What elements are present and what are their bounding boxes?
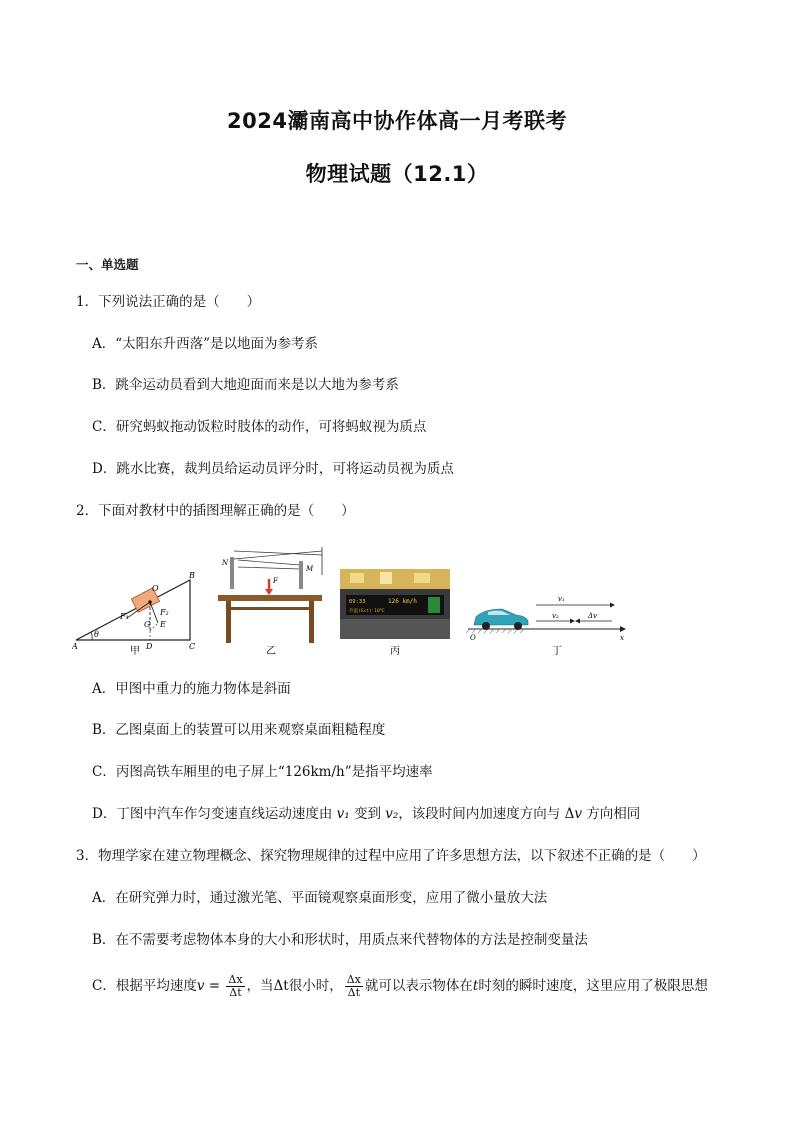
fraction-numerator: Δx [346, 973, 361, 986]
q2-d-text-3: ，该段时间内加速度方向与 Δ [398, 806, 575, 822]
label-x: x [620, 634, 624, 642]
figure-jia-incline [72, 545, 202, 657]
exam-subtitle: 物理试题（12.1） [305, 162, 489, 186]
q2-d-v2: v₂ [385, 806, 399, 822]
q3-c-text-1: C．根据平均速度 [92, 978, 197, 994]
q3-c-text-2: ，当Δt很小时， [246, 978, 343, 994]
q2-d-v1: v₁ [336, 806, 350, 822]
label-v1: v₁ [558, 595, 565, 603]
q2-option-b: B．乙图桌面上的装置可以用来观察桌面粗糙程度 [92, 722, 386, 738]
label-v2: v₂ [552, 612, 559, 620]
label-G: G [144, 620, 151, 629]
q2-stem: 2．下面对教材中的插图理解正确的是（ ） [76, 503, 355, 519]
caption-jia: 甲 [130, 646, 140, 657]
q2-option-d [92, 804, 640, 824]
q2-d-text-4: 方向相同 [582, 806, 641, 822]
label-A: A [72, 642, 78, 651]
label-D: D [146, 642, 153, 651]
q1-stem: 1．下列说法正确的是（ ） [76, 294, 261, 310]
q3-c-fraction-1 [226, 974, 244, 999]
label-E: E [160, 620, 166, 629]
q3-c-fraction-2 [345, 974, 363, 999]
q1-option-a: A．“太阳东升西落”是以地面为参考系 [92, 336, 319, 352]
q1-option-b: B．跳伞运动员看到大地迎面而来是以大地为参考系 [92, 377, 399, 393]
label-F1: F₁ [120, 612, 129, 621]
q1-option-d: D．跳水比赛，裁判员给运动员评分时，可将运动员视为质点 [92, 461, 454, 477]
q2-d-v: v [574, 806, 582, 822]
q3-stem: 3．物理学家在建立物理概念、探究物理规律的过程中应用了许多思想方法，以下叙述不正确的是（ ） [76, 848, 706, 864]
q2-option-c: C．丙图高铁车厢里的电子屏上“126km/h”是指平均速率 [92, 764, 433, 780]
caption-yi: 乙 [266, 646, 276, 657]
q3-c-eq: = [204, 978, 225, 994]
label-O: O [152, 584, 159, 593]
label-M: M [306, 565, 314, 573]
q3-option-c [92, 974, 708, 999]
q2-d-text-1: D．丁图中汽车作匀变速直线运动速度由 [92, 806, 337, 822]
label-dv: Δv [588, 612, 598, 620]
fraction-numerator: Δx [228, 973, 243, 986]
screen-speed: 126 km/h [388, 598, 417, 605]
q3-c-text-3: 就可以表示物体在 [364, 978, 473, 994]
q1-option-c: C．研究蚂蚁拖动饭粒时肢体的动作，可将蚂蚁视为质点 [92, 419, 427, 435]
label-N: N [222, 559, 229, 567]
fraction-denominator: Δt [229, 986, 242, 999]
q3-c-text-4: 时刻的瞬时速度，这里应用了极限思想 [478, 978, 708, 994]
figure-ding-car [464, 545, 628, 657]
label-theta: θ [94, 630, 99, 639]
q2-option-a: A．甲图中重力的施力物体是斜面 [92, 681, 291, 697]
label-origin: O [470, 634, 476, 642]
label-C: C [189, 642, 196, 651]
q3-option-b: B．在不需要考虑物体本身的大小和形状时，用质点来代替物体的方法是控制变量法 [92, 932, 588, 948]
caption-bing: 丙 [390, 646, 400, 657]
section-heading: 一、单选题 [76, 257, 139, 272]
caption-ding: 丁 [552, 646, 562, 657]
figure-yi-table [214, 545, 326, 657]
q3-option-a: A．在研究弹力时，通过激光笔、平面镜观察桌面形变，应用了微小量放大法 [92, 890, 548, 906]
q3-c-v: v [196, 978, 205, 994]
screen-temp: 外温(Ext) 10℃ [349, 609, 385, 614]
q3-c-t: t [472, 978, 479, 994]
exam-title: 2024灞南高中协作体高一月考联考 [227, 109, 567, 133]
fraction-denominator: Δt [347, 986, 360, 999]
label-F2: F₂ [160, 608, 169, 617]
screen-time: 09:33 [349, 599, 366, 605]
q2-d-text-2: 变到 [349, 806, 386, 822]
label-B: B [189, 571, 195, 580]
label-F: F [273, 577, 278, 585]
figure-bing-train-screen [340, 545, 452, 657]
